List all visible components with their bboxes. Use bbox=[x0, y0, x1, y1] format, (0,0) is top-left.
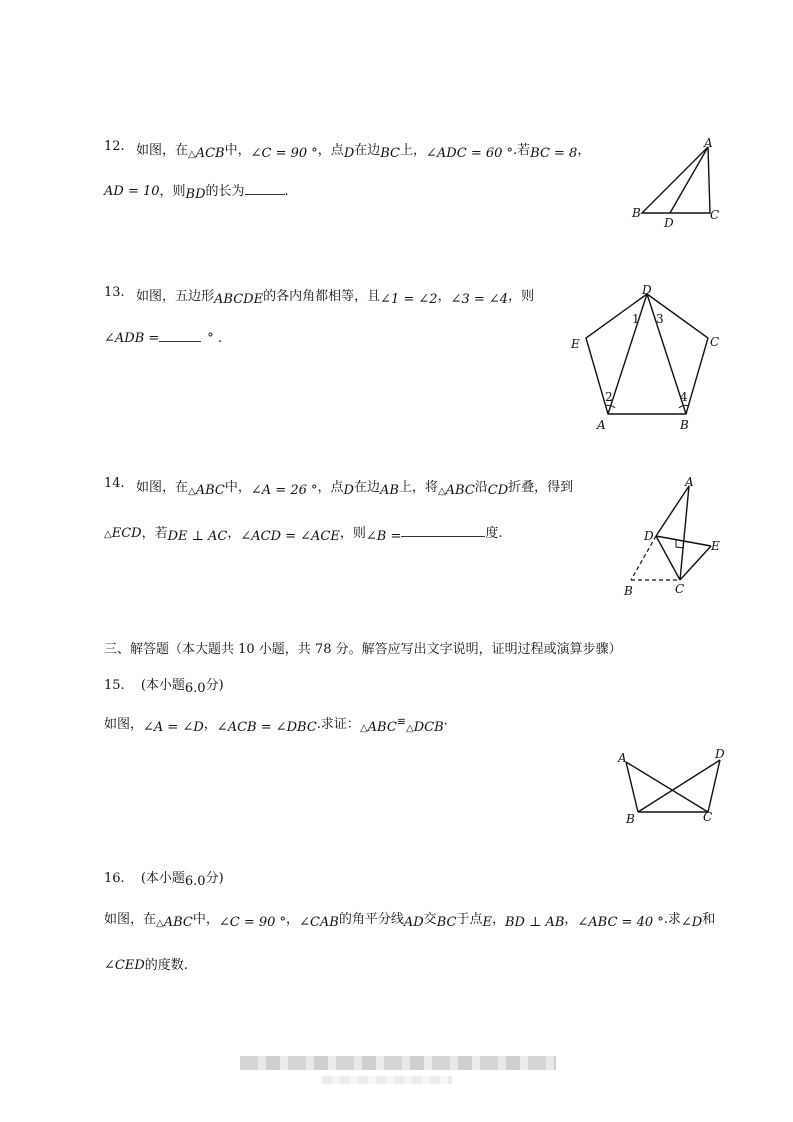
q15-eq-a: ∠A = ∠D bbox=[143, 720, 204, 735]
q14-line2 bbox=[104, 522, 503, 544]
q14-ruo: ，若 bbox=[141, 526, 168, 541]
q12-ruo: .若 bbox=[513, 143, 531, 158]
q14-angle-eq: ∠ACD = ∠ACE bbox=[240, 529, 340, 544]
q15-label-c: C bbox=[703, 810, 713, 824]
q14-ecd: ECD bbox=[111, 526, 142, 541]
q14-label-c: C bbox=[675, 582, 685, 596]
q13-polygon: ABCDE bbox=[214, 292, 264, 307]
q12-label-a: A bbox=[704, 136, 713, 150]
q13-label-d: D bbox=[642, 283, 652, 297]
q12-triangle: ACB bbox=[195, 146, 225, 161]
q14-intro: 如图，在 bbox=[136, 480, 189, 495]
q14-fold: 折叠，得到 bbox=[508, 480, 574, 495]
q16-angle-cab: ∠CAB bbox=[299, 915, 339, 930]
triangle-symbol: △ bbox=[406, 723, 414, 734]
q12-side-bc: BC bbox=[380, 146, 401, 161]
q16-angle-d: ∠D bbox=[680, 915, 703, 930]
q16-header bbox=[104, 867, 224, 889]
q14-label-d: D bbox=[644, 529, 654, 543]
q14-angle-a: ∠A = 26 ° bbox=[250, 483, 318, 498]
q15-end: · bbox=[443, 717, 448, 732]
q16-angle-c: ∠C = 90 ° bbox=[218, 915, 287, 930]
q14-triangle2: ABC bbox=[445, 483, 475, 498]
q15-figure bbox=[612, 744, 737, 829]
q13-eq2: ∠3 = ∠4 bbox=[450, 292, 509, 307]
q13-label-a: A bbox=[597, 418, 606, 432]
q14-cd: CD bbox=[487, 483, 509, 498]
q12-comma: ， bbox=[577, 143, 591, 158]
q16-c3: ， bbox=[564, 912, 578, 927]
q14-figure bbox=[615, 470, 735, 600]
q14-number: 14. bbox=[104, 476, 125, 491]
q16-intro: 如图，在 bbox=[104, 912, 157, 927]
q16-bisect: 的角平分线 bbox=[338, 912, 404, 927]
q16-perp: BD ⊥ AB bbox=[504, 915, 565, 930]
q14-perp: DE ⊥ AC bbox=[167, 529, 228, 544]
q15-number: 15. bbox=[104, 678, 125, 693]
q14-triangle: ABC bbox=[195, 483, 225, 498]
q12-figure bbox=[630, 135, 730, 235]
q14-line1 bbox=[136, 476, 574, 498]
q13-rest: 的各内角都相等，且 bbox=[263, 289, 381, 304]
q13-label-4: 4 bbox=[680, 390, 688, 404]
q13-intro: 如图，五边形 bbox=[136, 289, 215, 304]
q12-intro: 如图，在 bbox=[136, 143, 189, 158]
q15-line1 bbox=[104, 713, 448, 735]
q15-tri1: ABC bbox=[367, 720, 397, 735]
q13-deg: ° . bbox=[207, 331, 223, 346]
q12-number: 12. bbox=[104, 139, 125, 154]
q14-point-d: D bbox=[343, 483, 354, 498]
q15-label-d: D bbox=[715, 747, 725, 761]
q15-points-close: 分) bbox=[205, 678, 224, 693]
q15-points-open: (本小题 bbox=[140, 678, 185, 693]
q13-label-1: 1 bbox=[632, 312, 640, 326]
triangle-symbol: △ bbox=[188, 149, 196, 160]
q16-ad: AD bbox=[403, 915, 424, 930]
q12-ze: ，则 bbox=[159, 184, 186, 199]
q15-label-a: A bbox=[618, 751, 627, 765]
q15-eq-acb: ∠ACB = ∠DBC bbox=[216, 720, 317, 735]
q12-period: . bbox=[284, 184, 289, 199]
triangle-symbol: △ bbox=[156, 918, 164, 929]
q13-label-3: 3 bbox=[656, 312, 664, 326]
q14-ze: ，则 bbox=[339, 526, 366, 541]
triangle-symbol: △ bbox=[104, 529, 112, 540]
q16-zhong: 中， bbox=[192, 912, 219, 927]
q14-shang: 上，将 bbox=[398, 480, 438, 495]
q15-header bbox=[104, 674, 224, 696]
q16-he: 和 bbox=[702, 912, 716, 927]
q16-angle-abc: ∠ABC = 40 ° bbox=[577, 915, 664, 930]
q15-tri2: DCB bbox=[413, 720, 444, 735]
q15-points-value: 6.0 bbox=[184, 681, 206, 696]
q12-line2 bbox=[104, 180, 289, 202]
q16-angle-ced: ∠CED bbox=[104, 958, 145, 973]
q14-ask-b: ∠B = bbox=[365, 529, 402, 544]
q12-label-c: C bbox=[710, 208, 720, 222]
q12-ad-eq: AD = 10 bbox=[104, 184, 160, 199]
q13-label-2: 2 bbox=[605, 390, 613, 404]
q16-line2 bbox=[104, 954, 188, 973]
q12-line1 bbox=[136, 139, 591, 161]
q15-intro: 如图， bbox=[104, 717, 144, 732]
q14-side-ab: AB bbox=[379, 483, 399, 498]
q16-bc: BC bbox=[436, 915, 457, 930]
q14-label-a: A bbox=[685, 475, 694, 489]
q12-point-d: D bbox=[343, 146, 355, 161]
q14-yan: 沿 bbox=[474, 480, 488, 495]
q13-label-c: C bbox=[710, 335, 720, 349]
q13-line2 bbox=[104, 331, 222, 346]
triangle-symbol: △ bbox=[359, 723, 368, 734]
q15-label-b: B bbox=[626, 812, 635, 826]
q13-figure bbox=[565, 280, 730, 440]
q14-sep: ， bbox=[227, 526, 241, 541]
q13-eq1: ∠1 = ∠2 bbox=[380, 292, 438, 307]
q16-jiao: 交 bbox=[423, 912, 437, 927]
q16-number: 16. bbox=[104, 871, 125, 886]
q14-zaibian: 在边 bbox=[353, 480, 380, 495]
q13-label-e: E bbox=[571, 337, 580, 351]
q14-label-e: E bbox=[711, 539, 720, 553]
q12-label-d: D bbox=[664, 216, 674, 230]
q12-angle-c: ∠C = 90 ° bbox=[250, 146, 318, 161]
q16-dushu: 的度数. bbox=[144, 958, 188, 973]
q12-label-b: B bbox=[632, 206, 641, 220]
footer-watermark-sub bbox=[322, 1076, 452, 1084]
q15-congruent: ≌ bbox=[396, 715, 406, 728]
q12-zhong: 中， bbox=[224, 143, 251, 158]
q12-angle-adc: ∠ADC = 60 ° bbox=[426, 146, 514, 161]
q12-answer-blank[interactable] bbox=[245, 194, 285, 195]
q12-zaibian: 在边 bbox=[354, 143, 381, 158]
q16-points-close: 分) bbox=[205, 871, 224, 886]
q15-qiuzheng: .求证： bbox=[316, 717, 360, 732]
q16-points-value: 6.0 bbox=[184, 874, 206, 889]
q13-ze: ，则 bbox=[508, 289, 535, 304]
q16-e: E bbox=[482, 915, 492, 930]
q13-label-b: B bbox=[680, 418, 689, 432]
q16-line1 bbox=[104, 908, 716, 930]
q15-sep: ， bbox=[203, 717, 217, 732]
q14-dian: ，点 bbox=[317, 480, 344, 495]
q16-triangle: ABC bbox=[163, 915, 193, 930]
q12-dian: ，点 bbox=[317, 143, 344, 158]
q13-sep: ， bbox=[437, 289, 451, 304]
q13-ask: ∠ADB = bbox=[104, 331, 160, 346]
q13-answer-blank[interactable] bbox=[159, 341, 201, 342]
q16-c1: ， bbox=[286, 912, 300, 927]
q14-label-b: B bbox=[624, 584, 633, 598]
q12-changwei: 的长为 bbox=[205, 184, 245, 199]
q13-number: 13. bbox=[104, 285, 125, 300]
triangle-symbol: △ bbox=[437, 486, 446, 497]
q16-c2: ， bbox=[491, 912, 505, 927]
q12-bd: BD bbox=[185, 187, 206, 202]
section-3-heading: 三、解答题（本大题共 10 小题，共 78 分。解答应写出文字说明，证明过程或演算步骤） bbox=[104, 642, 622, 657]
q14-zhong: 中， bbox=[224, 480, 251, 495]
q12-bc-eq: BC = 8 bbox=[530, 146, 578, 161]
q12-shang: 上， bbox=[400, 143, 427, 158]
triangle-symbol: △ bbox=[188, 486, 196, 497]
q13-line1 bbox=[136, 285, 535, 307]
q16-qiu: .求 bbox=[663, 912, 681, 927]
footer-watermark bbox=[240, 1056, 556, 1070]
q14-answer-blank[interactable] bbox=[401, 536, 485, 537]
q14-du: 度. bbox=[485, 526, 503, 541]
q16-yudian: 于点 bbox=[456, 912, 483, 927]
q16-points-open: (本小题 bbox=[140, 871, 185, 886]
